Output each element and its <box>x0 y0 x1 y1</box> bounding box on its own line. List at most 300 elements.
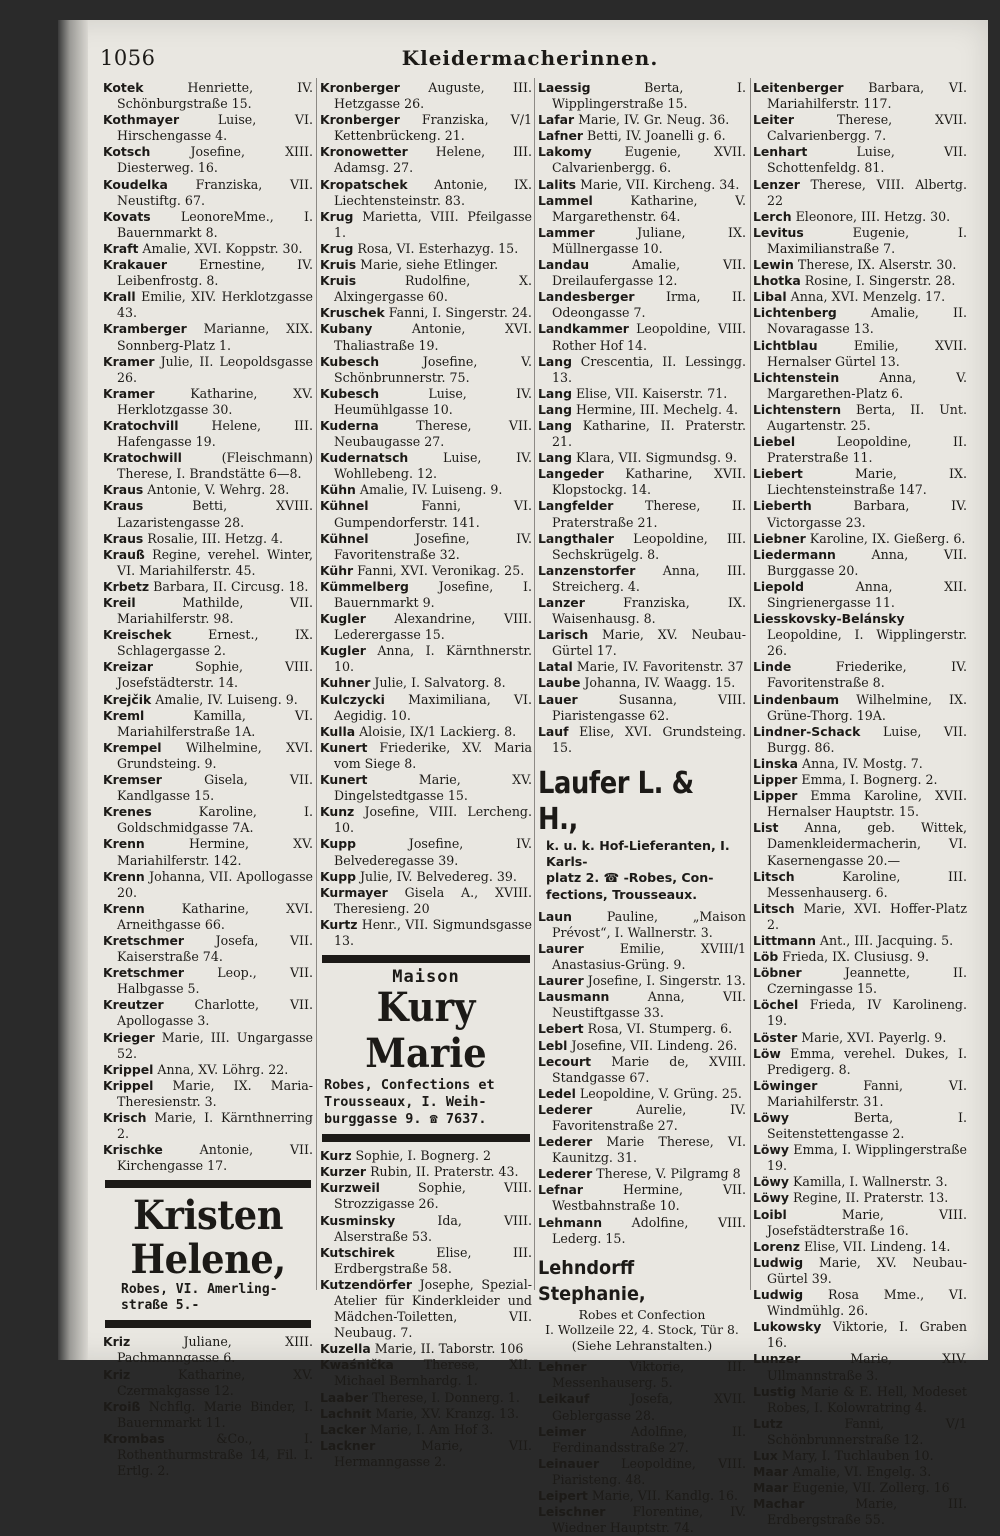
directory-entry <box>320 354 532 386</box>
entry-details: Leopoldine, VIII. Piaristeng. 48. <box>552 1455 746 1487</box>
directory-entry <box>538 177 746 193</box>
entry-details: Katharine, XV. Czermakgasse 12. <box>117 1366 313 1398</box>
column-rule <box>750 78 751 1290</box>
entry-details: Marie, III. Ungargasse 52. <box>117 1029 313 1061</box>
entry-details: Marie, XIV. Ullmannstraße 3. <box>767 1351 967 1383</box>
entry-surname: Kurtz <box>320 916 358 932</box>
directory-entry <box>538 1456 746 1488</box>
entry-surname: Lederer <box>538 1166 593 1182</box>
directory-entry <box>538 354 746 386</box>
entry-details: Hermine, XV. Mariahilferstr. 142. <box>117 836 313 868</box>
directory-entry <box>320 724 532 740</box>
column-rule <box>534 78 535 1290</box>
directory-entry <box>320 643 532 675</box>
directory-entry <box>538 1391 746 1423</box>
directory-entry <box>103 869 313 901</box>
entry-details: Elise, XVI. Grundsteing. 15. <box>552 723 746 755</box>
directory-entry <box>320 611 532 643</box>
ad-line: Robes, Confections et <box>324 1077 495 1094</box>
entry-details: Pauline, „Maison Prévost“, I. Wallnerstr. 3. <box>552 908 746 940</box>
directory-entry <box>103 1062 313 1078</box>
running-title: Kleidermacherinnen. <box>401 46 659 70</box>
entry-details: Luise, VI. Hirschengasse 4. <box>117 112 313 144</box>
entry-details: Amalie, IV. Luiseng. 9. <box>359 482 503 498</box>
entry-details: Friederike, IV. Favoritenstraße 8. <box>767 659 967 691</box>
entry-surname: Leinauer <box>538 1455 600 1471</box>
entry-surname: Larisch <box>538 627 589 643</box>
entry-surname: Kotek <box>103 80 144 95</box>
directory-entry <box>320 1341 532 1357</box>
entry-surname: Kronberger <box>320 80 400 95</box>
column-rule <box>316 78 317 1290</box>
entry-surname: Löwy <box>753 1190 789 1206</box>
entry-details: &Co., I. Rothenthurmstraße 14, Fil. I. Ertlg. 2. <box>117 1430 313 1479</box>
entry-surname: Kriz <box>103 1366 131 1382</box>
entry-surname: Kulla <box>320 723 356 739</box>
entry-surname: Kraus <box>103 498 144 514</box>
directory-entry <box>320 1357 532 1389</box>
entry-details: Marianne, XIX. Sonnberg-Platz 1. <box>117 321 313 353</box>
directory-column-2 <box>320 80 532 1469</box>
entry-details: Marie, I. Am Hof 3. <box>370 1421 494 1437</box>
entry-surname: Liebner <box>753 530 806 546</box>
entry-surname: Kronberger <box>320 112 400 128</box>
directory-entry <box>320 772 532 804</box>
entry-details: Leopoldine, VIII. Rother Hof 14. <box>552 321 746 353</box>
entry-surname: Kropatschek <box>320 176 408 192</box>
entry-surname: Kruis <box>320 273 357 289</box>
directory-entry <box>103 595 313 627</box>
directory-entry <box>538 193 746 225</box>
entry-details: Florentine, IV. Wiedner Hauptstr. 74. <box>552 1504 746 1536</box>
directory-entry <box>538 450 746 466</box>
entry-details: Therese, IX. Alserstr. 30. <box>797 257 957 273</box>
directory-entry <box>103 80 313 112</box>
entry-surname: Loibl <box>753 1206 787 1222</box>
directory-entry <box>753 144 967 176</box>
entry-surname: Laurer <box>538 940 584 956</box>
entry-surname: Löw <box>753 1045 781 1061</box>
directory-entry <box>320 804 532 836</box>
entry-surname: Krenn <box>103 868 145 884</box>
book-binding-edge <box>58 20 88 1360</box>
entry-surname: Kunert <box>320 772 368 788</box>
directory-entry <box>103 708 313 740</box>
directory-entry <box>753 1046 967 1078</box>
entry-details: Klara, VII. Sigmundsg. 9. <box>575 450 737 466</box>
entry-details: Marie, I. Kärnthnerring 2. <box>117 1110 313 1142</box>
entry-surname: Krippel <box>103 1077 154 1093</box>
entry-details: Marie, XVI. Hoffer-Platz 2. <box>767 900 967 932</box>
directory-entry <box>320 1390 532 1406</box>
entry-surname: Lafner <box>538 128 583 144</box>
entry-surname: Krug <box>320 240 354 256</box>
entry-surname: Krenn <box>103 836 145 852</box>
directory-entry <box>538 1054 746 1086</box>
directory-entry <box>103 450 313 482</box>
directory-entry <box>538 724 746 756</box>
entry-details: Marie, XV. Kranzg. 13. <box>375 1405 519 1421</box>
entry-surname: Lindner-Schack <box>753 723 861 739</box>
directory-entry <box>753 289 967 305</box>
directory-entry <box>753 177 967 209</box>
ad-name: Laufer L. & H., <box>538 765 694 837</box>
entry-surname: Landau <box>538 257 590 273</box>
directory-entry <box>320 692 532 724</box>
entry-surname: Krenn <box>103 900 145 916</box>
entry-surname: Kraus <box>103 530 144 546</box>
entry-details: Luise, IV. Heumühlgasse 10. <box>334 385 532 417</box>
entry-surname: Lauf <box>538 723 569 739</box>
entry-surname: Lutz <box>753 1415 783 1431</box>
directory-entry <box>320 869 532 885</box>
directory-entry <box>320 885 532 917</box>
entry-details: Therese, V. Pilgramg 8 <box>596 1166 741 1182</box>
entry-details: Katharine, XV. Herklotzgasse 30. <box>117 385 313 417</box>
entry-details: Emma Karoline, XVII. Hernalser Hauptstr. 15. <box>767 788 967 820</box>
directory-entry <box>320 740 532 772</box>
entry-details: Viktorie, I. Graben 16. <box>767 1319 967 1351</box>
entry-details: Luise, VII. Schottenfeldg. 81. <box>767 144 967 176</box>
entry-surname: Kroiß <box>103 1398 141 1414</box>
directory-entry <box>753 305 967 337</box>
directory-entry <box>103 257 313 289</box>
entry-details: Marie, IX. Maria-Theresienstr. 3. <box>117 1077 313 1109</box>
directory-entry <box>103 1399 313 1431</box>
entry-details: Eleonore, III. Hetzg. 30. <box>795 208 951 224</box>
entry-details: Amalie, VII. Dreilaufergasse 12. <box>552 257 746 289</box>
entry-surname: Kuderna <box>320 417 379 433</box>
directory-entry <box>753 611 967 659</box>
entry-surname: Krbetz <box>103 578 150 594</box>
entry-details: Marie, XV. Neubau-Gürtel 39. <box>767 1254 967 1286</box>
entry-surname: Liedermann <box>753 546 836 562</box>
directory-entry <box>103 1030 313 1062</box>
entry-details: Rosine, I. Singerstr. 28. <box>804 273 956 289</box>
entry-details: Amalie, VI. Engelg. 3. <box>792 1464 932 1480</box>
entry-surname: Ledel <box>538 1085 576 1101</box>
directory-entry <box>753 1480 967 1496</box>
directory-entry <box>538 909 746 941</box>
directory-entry <box>103 692 313 708</box>
directory-entry <box>320 1180 532 1212</box>
directory-entry <box>320 563 532 579</box>
entry-details: Hermine, VII. Westbahnstraße 10. <box>552 1182 746 1214</box>
directory-entry <box>753 1030 967 1046</box>
entry-surname: Lehmann <box>538 1214 603 1230</box>
directory-entry <box>538 498 746 530</box>
ad-rule <box>105 1320 311 1328</box>
entry-details: Adolfine, II. Ferdinandsstraße 27. <box>552 1423 746 1455</box>
directory-entry <box>320 482 532 498</box>
entry-surname: Kovats <box>103 208 151 224</box>
directory-entry <box>753 1351 967 1383</box>
entry-surname: Laurer <box>538 973 584 989</box>
entry-details: Auguste, III. Hetzgasse 26. <box>334 80 532 112</box>
entry-surname: Machar <box>753 1496 805 1512</box>
entry-surname: Kramer <box>103 385 155 401</box>
directory-entry <box>320 386 532 418</box>
entry-surname: Leimer <box>538 1423 586 1439</box>
entry-surname: Kretschmer <box>103 932 185 948</box>
directory-entry <box>103 1142 313 1174</box>
entry-details: Betti, IV. Joanelli g. 6. <box>587 128 726 144</box>
directory-entry <box>538 973 746 989</box>
directory-entry <box>753 1319 967 1351</box>
entry-surname: Löwy <box>753 1174 789 1190</box>
entry-details: Fanni, XVI. Veronikag. 25. <box>357 562 525 578</box>
entry-details: Barbara, II. Circusg. 18. <box>153 578 309 594</box>
entry-details: Rosa, VI. Stumperg. 6. <box>587 1021 733 1037</box>
entry-details: Johanna, IV. Waagg. 15. <box>584 675 736 691</box>
ad-rule <box>322 1134 530 1142</box>
directory-entry <box>753 820 967 868</box>
ad-line: Trousseaux, I. Weih- <box>324 1094 487 1111</box>
entry-surname: Lecourt <box>538 1053 592 1069</box>
entry-surname: Krakauer <box>103 257 168 273</box>
entry-surname: Lieberth <box>753 498 812 514</box>
entry-details: Helene, III. Hafengasse 19. <box>117 417 313 450</box>
directory-entry <box>753 724 967 756</box>
entry-surname: Lang <box>538 353 572 369</box>
directory-entry <box>538 1424 746 1456</box>
entry-surname: Lukowsky <box>753 1319 822 1335</box>
entry-surname: Lipper <box>753 772 798 788</box>
directory-entry <box>753 692 967 724</box>
entry-details: Sophie, I. Bognerg. 2 <box>355 1148 491 1164</box>
entry-surname: Lalits <box>538 176 577 192</box>
entry-surname: Landesberger <box>538 289 635 305</box>
entry-details: Leopoldine, II. Praterstraße 11. <box>767 434 967 466</box>
entry-surname: Kubesch <box>320 385 380 401</box>
entry-details: Josefine, I. Singerstr. 13. <box>587 973 746 989</box>
entry-details: Gisela A., XVIII. Theresieng. 20 <box>334 884 532 916</box>
directory-entry <box>753 1078 967 1110</box>
directory-entry <box>320 418 532 450</box>
entry-surname: Krippel <box>103 1061 154 1077</box>
entry-surname: Kubesch <box>320 353 380 369</box>
entry-details: Therese, VIII. Albertg. 22 <box>767 176 967 208</box>
directory-entry <box>103 289 313 321</box>
directory-entry <box>538 989 746 1021</box>
entry-surname: Leipert <box>538 1487 588 1503</box>
entry-details: Henr., VII. Sigmundsgasse 13. <box>334 916 532 948</box>
directory-entry <box>103 627 313 659</box>
entry-details: Marie, XV. Dingelstedtgasse 15. <box>334 772 532 804</box>
entry-details: Wilhelmine, IX. Grüne-Thorg. 19A. <box>767 691 967 723</box>
directory-entry <box>538 1182 746 1214</box>
entry-surname: Lachnit <box>320 1405 372 1421</box>
directory-entry <box>538 531 746 563</box>
entry-surname: Lausmann <box>538 989 610 1005</box>
entry-surname: Ludwig <box>753 1254 804 1270</box>
entry-surname: Krenes <box>103 804 152 820</box>
entry-surname: Lammer <box>538 224 595 240</box>
entry-surname: Lehner <box>538 1359 587 1375</box>
entry-details: Viktorie, III. Messenhauserg. 5. <box>552 1359 746 1391</box>
entry-details: Regine, verehel. Winter, VI. Mariahilferstr. 45. <box>117 546 313 578</box>
directory-entry <box>753 1287 967 1319</box>
ad-title: Maison <box>392 967 460 988</box>
entry-details: Susanna, VIII. Piaristengasse 62. <box>552 691 746 723</box>
entry-surname: Latal <box>538 659 573 675</box>
entry-details: Marie, siehe Etlinger. <box>360 257 499 273</box>
entry-surname: Krombas <box>103 1430 165 1446</box>
directory-entry <box>753 869 967 901</box>
directory-entry <box>103 321 313 353</box>
entry-surname: Langeder <box>538 466 604 482</box>
entry-surname: Lichtblau <box>753 337 818 353</box>
entry-details: Berta, I. Seitenstettengasse 2. <box>767 1110 967 1142</box>
entry-details: Antonie, IX. Liechtensteinstr. 83. <box>334 176 532 208</box>
directory-entry <box>103 354 313 386</box>
entry-details: Alexandrine, VIII. Lederergasse 15. <box>334 611 532 643</box>
entry-surname: Lebert <box>538 1021 584 1037</box>
entry-details: Marie, IX. Liechtensteinstraße 147. <box>767 466 967 498</box>
entry-surname: Maar <box>753 1480 789 1496</box>
directory-entry <box>538 386 746 402</box>
directory-entry <box>103 482 313 498</box>
entry-details: Gisela, VII. Kandlgasse 15. <box>117 772 313 804</box>
directory-entry <box>538 80 746 112</box>
entry-details: Marie & E. Hell, Modeset Robes, I. Kolowratring 4. <box>767 1383 967 1415</box>
directory-entry <box>320 1422 532 1438</box>
entry-surname: Kurzer <box>320 1164 367 1180</box>
entry-surname: Lorenz <box>753 1238 800 1254</box>
ad-line: Robes et Confection <box>578 1306 706 1322</box>
entry-details: Rudolfine, X. Alxingergasse 60. <box>334 273 532 305</box>
entry-surname: Kurzweil <box>320 1180 380 1196</box>
directory-entry <box>753 466 967 498</box>
advertisement-lehndorff <box>538 1255 746 1354</box>
directory-entry <box>753 756 967 772</box>
advertisement-laufer <box>538 766 746 903</box>
entry-details: Fanni, VI. Gumpendorferstr. 141. <box>334 498 532 530</box>
directory-entry <box>320 273 532 305</box>
entry-surname: Kratochwill <box>103 450 182 466</box>
entry-surname: Krall <box>103 289 136 305</box>
entry-details: Franziska, VII. Neustiftg. 67. <box>117 176 313 208</box>
entry-surname: Kwaśnička <box>320 1357 394 1373</box>
entry-details: Josefa, VII. Kaiserstraße 74. <box>117 932 313 965</box>
entry-details: Julie, II. Leopoldsgasse 26. <box>117 353 313 385</box>
directory-entry <box>103 965 313 997</box>
directory-entry <box>753 772 967 788</box>
ad-line: burggasse 9. ☎ 7637. <box>324 1111 487 1128</box>
entry-details: Anna, V. Margarethen-Platz 6. <box>767 369 967 401</box>
ad-name: Kristen Helene, <box>130 1192 286 1284</box>
ad-rule <box>105 1180 311 1188</box>
page-header <box>100 46 960 74</box>
entry-details: Anna, VII. Burggasse 20. <box>767 546 967 578</box>
entry-details: Ernest., IX. Schlagergasse 2. <box>117 627 313 659</box>
directory-entry <box>753 225 967 257</box>
directory-entry <box>538 1215 746 1247</box>
entry-details: LeonoreMme., I. Bauernmarkt 8. <box>117 208 313 240</box>
directory-entry <box>103 997 313 1029</box>
directory-entry <box>753 257 967 273</box>
entry-surname: Lindenbaum <box>753 691 840 707</box>
entry-surname: Leikauf <box>538 1391 590 1407</box>
entry-surname: Lerch <box>753 208 792 224</box>
entry-surname: Littmann <box>753 932 816 948</box>
directory-entry <box>320 1148 532 1164</box>
directory-entry <box>320 1245 532 1277</box>
entry-surname: Kunert <box>320 739 368 755</box>
entry-surname: Kühn <box>320 482 356 498</box>
entry-surname: Kurmayer <box>320 884 388 900</box>
entry-surname: Litsch <box>753 868 795 884</box>
directory-entry <box>103 804 313 836</box>
entry-details: Irma, II. Odeongasse 7. <box>552 289 746 321</box>
directory-entry <box>538 1359 746 1391</box>
directory-entry <box>320 1213 532 1245</box>
entry-surname: Kühnel <box>320 530 369 546</box>
entry-surname: Lang <box>538 450 572 466</box>
entry-details: Rosalie, III. Hetzg. 4. <box>147 530 283 546</box>
entry-details: Leop., VII. Halbgasse 5. <box>117 965 313 997</box>
directory-entry <box>753 788 967 820</box>
entry-details: Josefine, I. Bauernmarkt 9. <box>334 578 532 610</box>
entry-details: Therese, VII. Neubaugasse 27. <box>334 417 532 450</box>
directory-entry <box>538 1086 746 1102</box>
directory-entry <box>103 177 313 209</box>
entry-details: Henriette, IV. Schönburgstraße 15. <box>117 80 313 112</box>
entry-details: Karoline, IX. Gießerg. 6. <box>809 530 966 546</box>
entry-details: Nchflg. Marie Binder, I. Bauernmarkt 11. <box>117 1398 313 1430</box>
entry-surname: Kraft <box>103 240 139 256</box>
entry-surname: Leischner <box>538 1504 606 1520</box>
entry-details: Anna, I. Kärnthnerstr. 10. <box>334 643 532 675</box>
entry-surname: Lenzer <box>753 176 800 192</box>
directory-entry <box>753 1496 967 1528</box>
entry-surname: Kuzella <box>320 1341 371 1357</box>
entry-surname: Liebel <box>753 434 796 450</box>
entry-surname: Kothmayer <box>103 112 180 128</box>
directory-entry <box>538 466 746 498</box>
entry-surname: Kudernatsch <box>320 450 409 466</box>
entry-details: Eugenie, I. Maximilianstraße 7. <box>767 224 967 256</box>
directory-entry <box>538 1504 746 1536</box>
directory-entry <box>753 112 967 144</box>
entry-surname: Lang <box>538 417 572 433</box>
entry-details: Leopoldine, I. Wipplingerstr. 26. <box>767 627 967 659</box>
directory-entry <box>320 241 532 257</box>
entry-details: Katharine, XVII. Klopstockg. 14. <box>552 466 746 498</box>
entry-details: Josefine, IV. Favoritenstraße 32. <box>334 530 532 562</box>
entry-details: Aloisie, IX/1 Lackierg. 8. <box>359 723 517 739</box>
entry-surname: Liebert <box>753 466 803 482</box>
entry-details: Marie Therese, VI. Kaunitzg. 31. <box>552 1134 746 1166</box>
directory-entry <box>320 1406 532 1422</box>
directory-entry <box>753 997 967 1029</box>
directory-entry <box>103 531 313 547</box>
directory-entry <box>103 547 313 579</box>
entry-details: Ida, VIII. Alserstraße 53. <box>334 1212 532 1244</box>
entry-surname: Kuhner <box>320 675 371 691</box>
directory-entry <box>538 257 746 289</box>
entry-details: Emilie, XIV. Herklotzgasse 43. <box>117 289 313 321</box>
entry-details: Amalie, XVI. Koppstr. 30. <box>142 240 303 256</box>
entry-details: Elise, III. Erdbergstraße 58. <box>334 1244 532 1276</box>
entry-surname: Kubany <box>320 321 373 337</box>
entry-surname: Kühnel <box>320 498 369 514</box>
directory-entry <box>103 241 313 257</box>
directory-entry <box>103 933 313 965</box>
directory-entry <box>103 1334 313 1366</box>
entry-details: Mathilde, VII. Mariahilferstr. 98. <box>117 595 313 627</box>
entry-details: Barbara, VI. Mariahilferstr. 117. <box>767 80 967 112</box>
